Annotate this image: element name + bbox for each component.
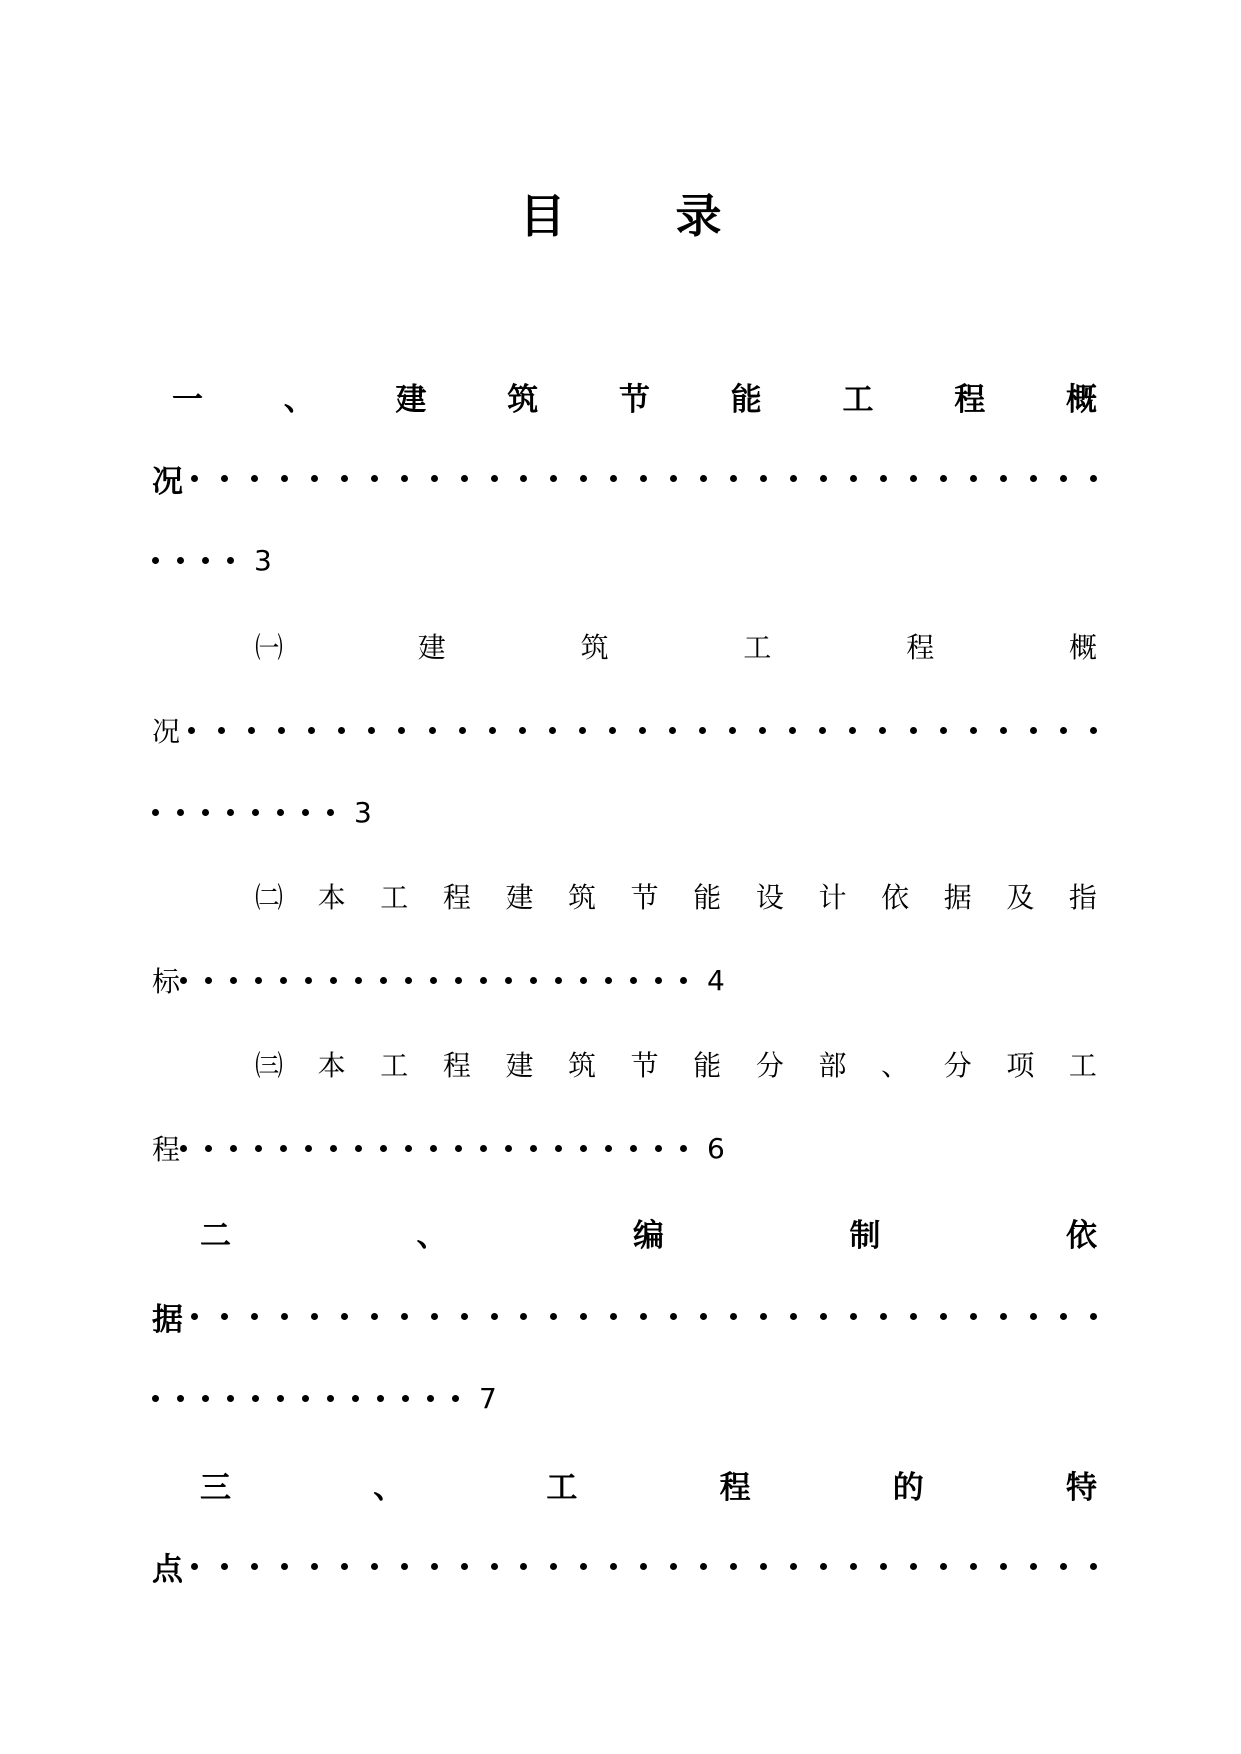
leader-dot (368, 727, 375, 734)
toc-char: 筑 (580, 631, 609, 664)
leader-dot (580, 475, 587, 482)
leader-dot (580, 1313, 587, 1320)
toc-char: 特 (1065, 1469, 1097, 1506)
leader-dot (1060, 1313, 1067, 1320)
toc-entry-1-2-leader[interactable] (152, 952, 1097, 1008)
leader-dots (191, 475, 1097, 482)
leader-dot (489, 727, 496, 734)
leader-dot (230, 1145, 237, 1152)
toc-char: 建 (505, 1049, 534, 1082)
leader-dot (1030, 475, 1037, 482)
leader-dot (729, 727, 736, 734)
toc-char: 据 (943, 881, 972, 914)
leader-dot (277, 809, 284, 816)
leader-dot (505, 977, 512, 984)
leader-dot (550, 1313, 557, 1320)
leader-dot (431, 475, 438, 482)
leader-dot (311, 1563, 318, 1570)
leader-dot (879, 727, 886, 734)
leader-dot (555, 1145, 562, 1152)
leader-dot (305, 1145, 312, 1152)
leader-dot (191, 475, 198, 482)
leader-dot (760, 1563, 767, 1570)
toc-char: 本 (317, 881, 346, 914)
toc-char: ㈡ (255, 881, 284, 914)
toc-char: 工 (1068, 1049, 1097, 1082)
toc-char: 点 (152, 1551, 183, 1588)
leader-dot (430, 1145, 437, 1152)
leader-dot (281, 1563, 288, 1570)
toc-char: 三 (200, 1469, 231, 1506)
leader-dot (311, 475, 318, 482)
leader-dot (730, 1563, 737, 1570)
toc-char: 分 (943, 1049, 972, 1082)
toc-char: 建 (395, 381, 427, 418)
leader-dot (152, 809, 159, 816)
leader-dot (630, 1145, 637, 1152)
leader-dot (191, 1313, 198, 1320)
leader-dot (640, 1563, 647, 1570)
leader-dot (352, 1395, 359, 1402)
leader-dot (505, 1145, 512, 1152)
leader-dot (760, 1313, 767, 1320)
toc-char: 程 (954, 381, 986, 418)
leader-dot (1000, 475, 1007, 482)
leader-dot (820, 1563, 827, 1570)
leader-dot (880, 1313, 887, 1320)
leader-dot (191, 1563, 198, 1570)
toc-char: 制 (849, 1217, 881, 1254)
leader-dot (452, 1395, 459, 1402)
leader-dot (330, 1145, 337, 1152)
toc-char: 建 (417, 631, 446, 664)
toc-char: 能 (693, 881, 722, 914)
toc-char: 况 (152, 463, 183, 500)
leader-dot (549, 727, 556, 734)
leader-dot (680, 1145, 687, 1152)
leader-dot (880, 1563, 887, 1570)
leader-dots (152, 557, 252, 564)
toc-char: 筑 (507, 381, 539, 418)
leader-dot (455, 1145, 462, 1152)
toc-entry-1-1-leader[interactable] (152, 702, 1097, 758)
toc-char: 据 (152, 1301, 183, 1338)
leader-dot (530, 977, 537, 984)
toc-char: 能 (730, 381, 762, 418)
leader-dot (580, 1145, 587, 1152)
leader-dot (302, 1395, 309, 1402)
leader-dot (280, 1145, 287, 1152)
toc-char: 程 (719, 1469, 751, 1506)
leader-dot (327, 809, 334, 816)
page-number: 4 (707, 963, 725, 997)
toc-entry-1-1-page[interactable] (152, 784, 1097, 840)
leader-dot (819, 727, 826, 734)
toc-char: 工 (842, 381, 874, 418)
toc-entry-1-3-head[interactable] (255, 1036, 1097, 1092)
leader-dot (311, 1313, 318, 1320)
leader-dot (230, 977, 237, 984)
leader-dot (520, 1563, 527, 1570)
leader-dot (880, 475, 887, 482)
leader-dot (555, 977, 562, 984)
leader-dot (341, 1313, 348, 1320)
leader-dot (700, 1313, 707, 1320)
toc-char: 程 (152, 1133, 181, 1166)
leader-dot (940, 1313, 947, 1320)
leader-dot (670, 1563, 677, 1570)
leader-dot (639, 727, 646, 734)
leader-dot (1000, 1563, 1007, 1570)
leader-dots (152, 809, 352, 816)
leader-dot (1060, 727, 1067, 734)
leader-dot (790, 1563, 797, 1570)
leader-dot (371, 1563, 378, 1570)
leader-dot (1090, 1313, 1097, 1320)
leader-dot (202, 809, 209, 816)
toc-char: 况 (152, 715, 181, 748)
leader-dot (251, 475, 258, 482)
leader-dot (459, 727, 466, 734)
leader-dot (940, 1563, 947, 1570)
leader-dot (461, 475, 468, 482)
leader-dot (699, 727, 706, 734)
leader-dot (402, 1395, 409, 1402)
leader-dot (1030, 727, 1037, 734)
leader-dot (760, 475, 767, 482)
toc-char: 、 (373, 1469, 405, 1506)
leader-dot (431, 1563, 438, 1570)
toc-char: 能 (693, 1049, 722, 1082)
leader-dot (255, 977, 262, 984)
leader-dot (655, 977, 662, 984)
leader-dot (227, 809, 234, 816)
leader-dot (730, 475, 737, 482)
leader-dot (461, 1313, 468, 1320)
toc-char: 编 (633, 1217, 664, 1254)
leader-dot (480, 977, 487, 984)
leader-dot (371, 475, 378, 482)
toc-entry-1-page[interactable] (152, 532, 1097, 588)
toc-char: 指 (1068, 881, 1097, 914)
leader-dot (405, 1145, 412, 1152)
leader-dot (610, 1563, 617, 1570)
leader-dots (191, 1563, 1097, 1570)
page-title (0, 180, 1241, 246)
leader-dot (427, 1395, 434, 1402)
page-number: 7 (479, 1381, 497, 1415)
leader-dot (1000, 1313, 1007, 1320)
toc-char: 程 (442, 1049, 471, 1082)
leader-dot (330, 977, 337, 984)
leader-dot (430, 977, 437, 984)
page-number: 6 (707, 1131, 725, 1165)
toc-char: 的 (892, 1469, 924, 1506)
toc-char: 依 (881, 881, 910, 914)
leader-dot (580, 977, 587, 984)
leader-dot (790, 475, 797, 482)
toc-entry-3-leader[interactable] (152, 1538, 1097, 1594)
leader-dot (970, 1313, 977, 1320)
leader-dot (700, 475, 707, 482)
toc-char: 、 (416, 1217, 448, 1254)
leader-dot (579, 727, 586, 734)
leader-dot (338, 727, 345, 734)
leader-dot (630, 977, 637, 984)
toc-char: 程 (906, 631, 935, 664)
leader-dot (605, 977, 612, 984)
leader-dot (759, 727, 766, 734)
leader-dot (380, 977, 387, 984)
leader-dot (251, 1313, 258, 1320)
leader-dot (405, 977, 412, 984)
leader-dot (461, 1563, 468, 1570)
leader-dot (609, 727, 616, 734)
leader-dot (401, 1313, 408, 1320)
leader-dots (188, 727, 1097, 734)
page-number: 3 (354, 795, 372, 829)
leader-dot (640, 1313, 647, 1320)
toc-char: 部 (818, 1049, 847, 1082)
leader-dot (850, 1563, 857, 1570)
leader-dot (218, 727, 225, 734)
leader-dot (849, 727, 856, 734)
leader-dot (327, 1395, 334, 1402)
leader-dot (177, 1395, 184, 1402)
leader-dot (850, 1313, 857, 1320)
toc-char: 依 (1066, 1217, 1097, 1254)
toc-entry-1-leader[interactable] (152, 450, 1097, 506)
toc-char: 概 (1068, 631, 1097, 664)
leader-dot (970, 1563, 977, 1570)
toc-char: 建 (505, 881, 534, 914)
title-char: 录 (675, 189, 722, 243)
leader-dot (910, 1313, 917, 1320)
leader-dot (1030, 1313, 1037, 1320)
leader-dot (398, 727, 405, 734)
toc-char: ㈢ (255, 1049, 284, 1082)
leader-dot (252, 809, 259, 816)
leader-dot (1090, 727, 1097, 734)
leader-dot (227, 1395, 234, 1402)
leader-dot (1030, 1563, 1037, 1570)
leader-dot (180, 977, 187, 984)
toc-entry-1-head[interactable] (172, 368, 1097, 424)
leader-dot (669, 727, 676, 734)
toc-char: 分 (755, 1049, 784, 1082)
toc-entry-2-leader[interactable] (152, 1288, 1097, 1344)
leader-dot (281, 475, 288, 482)
leader-dot (789, 727, 796, 734)
leader-dot (302, 809, 309, 816)
leader-dot (280, 977, 287, 984)
leader-dot (970, 727, 977, 734)
leader-dot (377, 1395, 384, 1402)
page-number: 3 (254, 543, 272, 577)
leader-dot (177, 809, 184, 816)
leader-dot (255, 1145, 262, 1152)
toc-char: 一 (172, 381, 203, 418)
leader-dot (188, 727, 195, 734)
leader-dot (850, 475, 857, 482)
leader-dot (305, 977, 312, 984)
toc-entry-1-2-head[interactable] (255, 868, 1097, 924)
leader-dot (640, 475, 647, 482)
leader-dot (480, 1145, 487, 1152)
leader-dot (519, 727, 526, 734)
leader-dot (491, 475, 498, 482)
toc-char: 筑 (568, 1049, 597, 1082)
leader-dot (680, 977, 687, 984)
leader-dot (371, 1313, 378, 1320)
toc-char: 节 (619, 381, 650, 418)
leader-dot (940, 475, 947, 482)
toc-char: 、 (283, 381, 315, 418)
leader-dot (520, 475, 527, 482)
toc-char: 工 (380, 881, 409, 914)
leader-dot (221, 1313, 228, 1320)
leader-dot (429, 727, 436, 734)
leader-dot (910, 727, 917, 734)
leader-dots (180, 1145, 705, 1152)
toc-char: 、 (881, 1049, 910, 1082)
leader-dot (401, 475, 408, 482)
leader-dot (790, 1313, 797, 1320)
leader-dot (152, 1395, 159, 1402)
toc-entry-1-3-leader[interactable] (152, 1120, 1097, 1176)
leader-dot (202, 1395, 209, 1402)
toc-char: 概 (1066, 381, 1097, 418)
leader-dot (205, 977, 212, 984)
toc-char: 工 (546, 1469, 578, 1506)
toc-char: 本 (317, 1049, 346, 1082)
leader-dot (820, 475, 827, 482)
toc-entry-1-1-head[interactable] (255, 618, 1097, 674)
leader-dots (191, 1313, 1097, 1320)
leader-dot (308, 727, 315, 734)
leader-dot (177, 557, 184, 564)
toc-entry-2-page[interactable] (152, 1370, 1097, 1426)
leader-dot (455, 977, 462, 984)
leader-dot (380, 1145, 387, 1152)
leader-dot (1090, 1563, 1097, 1570)
leader-dot (401, 1563, 408, 1570)
toc-entry-2-head[interactable] (200, 1204, 1097, 1260)
leader-dot (670, 1313, 677, 1320)
toc-char: 设 (755, 881, 784, 914)
leader-dot (248, 727, 255, 734)
toc-char: 计 (818, 881, 847, 914)
leader-dot (1060, 1563, 1067, 1570)
leader-dot (550, 475, 557, 482)
leader-dot (491, 1563, 498, 1570)
leader-dot (221, 1563, 228, 1570)
leader-dot (820, 1313, 827, 1320)
leader-dot (1060, 475, 1067, 482)
toc-entry-3-head[interactable] (200, 1456, 1097, 1512)
leader-dot (940, 727, 947, 734)
toc-char: 二 (200, 1217, 231, 1254)
toc-char: 程 (442, 881, 471, 914)
leader-dot (550, 1563, 557, 1570)
title-char: 目 (519, 189, 566, 243)
leader-dot (670, 475, 677, 482)
leader-dot (655, 1145, 662, 1152)
leader-dot (205, 1145, 212, 1152)
leader-dot (277, 1395, 284, 1402)
leader-dot (202, 557, 209, 564)
leader-dot (610, 475, 617, 482)
toc-char: 节 (630, 881, 659, 914)
leader-dot (341, 1563, 348, 1570)
toc-char: ㈠ (255, 631, 284, 664)
leader-dot (152, 557, 159, 564)
leader-dot (605, 1145, 612, 1152)
toc-char: 标 (152, 965, 181, 998)
leader-dot (580, 1563, 587, 1570)
leader-dots (152, 1395, 477, 1402)
leader-dot (491, 1313, 498, 1320)
leader-dot (355, 1145, 362, 1152)
leader-dot (281, 1313, 288, 1320)
leader-dot (910, 1563, 917, 1570)
leader-dot (910, 475, 917, 482)
toc-char: 项 (1006, 1049, 1035, 1082)
leader-dot (180, 1145, 187, 1152)
leader-dot (278, 727, 285, 734)
leader-dot (730, 1313, 737, 1320)
leader-dot (1000, 727, 1007, 734)
leader-dots (180, 977, 705, 984)
leader-dot (610, 1313, 617, 1320)
leader-dot (431, 1313, 438, 1320)
leader-dot (700, 1563, 707, 1570)
leader-dot (520, 1313, 527, 1320)
leader-dot (251, 1563, 258, 1570)
leader-dot (530, 1145, 537, 1152)
toc-char: 筑 (568, 881, 597, 914)
leader-dot (355, 977, 362, 984)
leader-dot (227, 557, 234, 564)
leader-dot (1090, 475, 1097, 482)
leader-dot (341, 475, 348, 482)
toc-char: 工 (743, 631, 772, 664)
toc-char: 及 (1006, 881, 1035, 914)
leader-dot (970, 475, 977, 482)
leader-dot (252, 1395, 259, 1402)
toc-char: 节 (630, 1049, 659, 1082)
toc-char: 工 (380, 1049, 409, 1082)
leader-dot (221, 475, 228, 482)
